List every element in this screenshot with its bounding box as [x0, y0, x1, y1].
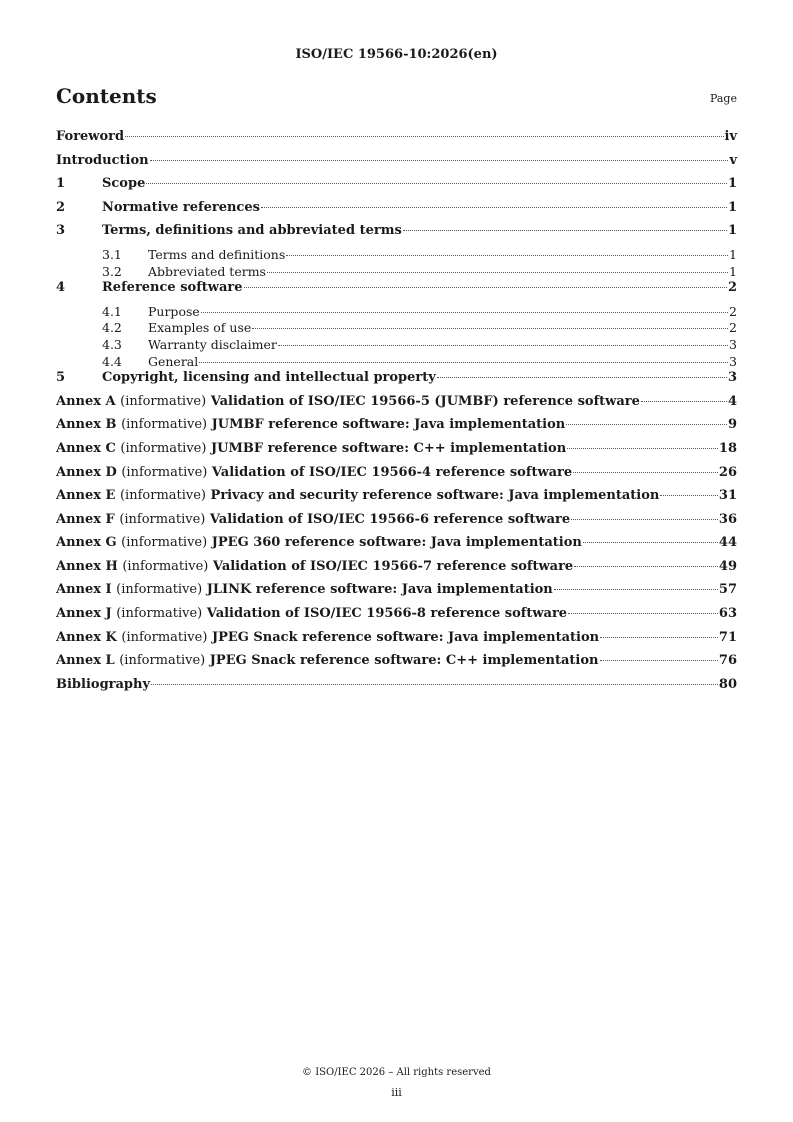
toc-entry-number: 2 — [56, 199, 66, 215]
toc-entry-label — [56, 535, 582, 550]
annex-title: Privacy and security reference software: Java implementation — [210, 488, 660, 504]
dot-leader — [571, 519, 718, 520]
toc-entry-page: 9 — [727, 417, 737, 433]
toc-entry[interactable] — [56, 653, 737, 677]
dot-leader — [660, 495, 718, 496]
toc-entry[interactable] — [56, 559, 737, 583]
toc-entry-page: 2 — [727, 280, 737, 296]
toc-entry-page: 3 — [729, 353, 737, 369]
toc-entry-page: 80 — [718, 676, 737, 692]
annex-title: JPEG Snack reference software: Java implementation — [211, 629, 600, 645]
dot-leader — [252, 328, 728, 329]
toc-entry-number: 4.1 — [102, 303, 122, 319]
toc-entry-page: 1 — [729, 246, 737, 262]
dot-leader — [286, 255, 728, 256]
dot-leader — [146, 183, 727, 184]
dot-leader — [151, 684, 718, 685]
contents-title: Contents — [56, 84, 157, 108]
toc-entry[interactable] — [56, 370, 737, 394]
toc-entry-label — [56, 559, 573, 574]
toc-entry-page: 44 — [718, 535, 737, 551]
toc-entry[interactable] — [56, 264, 737, 281]
annex-qualifier: (informative) — [122, 558, 209, 574]
toc-entry[interactable] — [56, 441, 737, 465]
toc-entry[interactable] — [56, 394, 737, 418]
toc-entry-page: v — [729, 152, 737, 168]
toc-entry[interactable] — [56, 337, 737, 354]
toc-entry-number: 4.3 — [102, 336, 122, 352]
dot-leader — [437, 377, 727, 378]
document-id-header: ISO/IEC 19566-10:2026(en) — [295, 47, 498, 62]
annex-title: Validation of ISO/IEC 19566-7 reference software — [212, 558, 574, 574]
toc-entry[interactable] — [56, 153, 737, 177]
annex-id: Annex E — [56, 488, 116, 504]
annex-title: Validation of ISO/IEC 19566-4 reference software — [211, 464, 573, 480]
toc-entry-label — [56, 512, 570, 527]
toc-entry-page: 57 — [718, 582, 737, 598]
dot-leader — [244, 287, 727, 288]
toc-entry-label — [56, 417, 565, 432]
toc-entry-label: Abbreviated terms — [148, 263, 266, 279]
dot-leader — [261, 207, 727, 208]
toc-entry-label — [56, 653, 599, 668]
annex-id: Annex F — [56, 511, 115, 527]
toc-entry[interactable] — [56, 304, 737, 321]
dot-leader — [199, 362, 728, 363]
toc-entry-label: Terms, definitions and abbreviated terms — [102, 223, 402, 239]
toc-entry-label: Scope — [102, 176, 146, 192]
dot-leader — [600, 637, 718, 638]
toc-entry-label: Examples of use — [148, 320, 252, 336]
toc-entry-label: Terms and definitions — [148, 246, 286, 262]
annex-id: Annex K — [56, 629, 117, 645]
toc-entry-label — [56, 582, 553, 597]
toc-entry-number: 5 — [56, 370, 66, 386]
toc-entry[interactable] — [56, 417, 737, 441]
toc-entry-page: 1 — [729, 263, 737, 279]
contents-heading-row — [56, 84, 737, 110]
toc-entry-number: 4.2 — [102, 320, 122, 336]
toc-entry-page: 4 — [727, 393, 737, 409]
toc-entry-page: 1 — [727, 176, 737, 192]
dot-leader — [600, 660, 718, 661]
annex-title: JPEG Snack reference software: C++ implementation — [209, 653, 599, 669]
annex-qualifier: (informative) — [121, 464, 208, 480]
toc-entry-label: Foreword — [56, 129, 125, 144]
toc-entry[interactable] — [56, 280, 737, 304]
annex-qualifier: (informative) — [121, 417, 208, 433]
toc-entry[interactable] — [56, 582, 737, 606]
toc-entry-label — [56, 488, 659, 503]
toc-entry-label: Bibliography — [56, 676, 151, 692]
toc-entry-number: 3 — [56, 223, 66, 239]
dot-leader — [583, 542, 718, 543]
annex-id: Annex G — [56, 535, 117, 551]
toc-entry-page: iv — [724, 129, 737, 144]
annex-title: JLINK reference software: Java implementation — [206, 582, 553, 598]
toc-entry[interactable] — [56, 320, 737, 337]
toc-entry-number: 3.1 — [102, 246, 122, 262]
toc-entry[interactable] — [56, 176, 737, 200]
toc-entry-page: 49 — [718, 558, 737, 574]
annex-title: Validation of ISO/IEC 19566-8 reference software — [206, 606, 568, 622]
toc-entry-label — [56, 441, 566, 456]
toc-entry-page: 76 — [718, 653, 737, 669]
toc-entry-label: Warranty disclaimer — [148, 336, 277, 352]
toc-entry-label — [56, 465, 572, 480]
annex-qualifier: (informative) — [120, 393, 207, 409]
toc-entry[interactable] — [56, 223, 737, 247]
toc-entry-label: General — [148, 353, 199, 369]
toc-entry-page: 1 — [727, 223, 737, 239]
annex-title: JPEG 360 reference software: Java implementation — [211, 535, 582, 551]
dot-leader — [150, 160, 729, 161]
annex-id: Annex I — [56, 582, 112, 598]
toc-entry-page: 31 — [718, 488, 737, 504]
annex-qualifier: (informative) — [121, 629, 208, 645]
table-of-contents — [56, 129, 737, 700]
dot-leader — [573, 472, 718, 473]
annex-title: Validation of ISO/IEC 19566-5 (JUMBF) reference software — [210, 393, 640, 409]
toc-entry-label: Copyright, licensing and intellectual property — [102, 370, 436, 386]
dot-leader — [125, 136, 723, 137]
toc-entry-page: 3 — [727, 370, 737, 386]
toc-entry[interactable] — [56, 129, 737, 153]
toc-entry-label: Reference software — [102, 280, 243, 296]
toc-entry-number: 4 — [56, 280, 66, 296]
toc-entry[interactable] — [56, 200, 737, 224]
toc-entry-label: Normative references — [102, 199, 260, 215]
annex-title: Validation of ISO/IEC 19566-6 reference software — [209, 511, 571, 527]
toc-entry[interactable] — [56, 465, 737, 489]
toc-entry[interactable] — [56, 535, 737, 559]
toc-entry[interactable] — [56, 488, 737, 512]
annex-id: Annex H — [56, 558, 118, 574]
toc-entry[interactable] — [56, 677, 737, 701]
annex-qualifier: (informative) — [116, 582, 203, 598]
dot-leader — [278, 345, 728, 346]
dot-leader — [641, 401, 727, 402]
toc-entry-page: 18 — [718, 440, 737, 456]
toc-entry[interactable] — [56, 354, 737, 371]
toc-entry-label — [56, 606, 567, 621]
toc-entry-page: 2 — [729, 320, 737, 336]
dot-leader — [403, 230, 727, 231]
copyright-footer: © ISO/IEC 2026 – All rights reserved — [302, 1067, 491, 1078]
annex-id: Annex L — [56, 653, 115, 669]
annex-title: JUMBF reference software: Java implementation — [211, 417, 566, 433]
toc-entry[interactable] — [56, 606, 737, 630]
toc-entry-page: 63 — [718, 606, 737, 622]
annex-qualifier: (informative) — [121, 535, 208, 551]
annex-qualifier: (informative) — [119, 488, 207, 504]
toc-entry-number: 1 — [56, 176, 66, 192]
annex-id: Annex C — [56, 440, 116, 456]
annex-qualifier: (informative) — [119, 511, 206, 527]
toc-entry-page: 36 — [718, 511, 737, 527]
toc-entry-label: Purpose — [148, 303, 200, 319]
toc-entry-page: 26 — [718, 464, 737, 480]
page-column-label: Page — [709, 92, 737, 105]
toc-entry-page: 2 — [729, 303, 737, 319]
annex-title: JUMBF reference software: C++ implementation — [210, 440, 567, 456]
dot-leader — [568, 613, 718, 614]
toc-entry-label: Introduction — [56, 152, 149, 168]
toc-entry-number: 3.2 — [102, 263, 122, 279]
toc-entry[interactable] — [56, 630, 737, 654]
annex-id: Annex D — [56, 464, 117, 480]
dot-leader — [267, 272, 728, 273]
dot-leader — [566, 424, 727, 425]
annex-qualifier: (informative) — [120, 440, 207, 456]
toc-entry-page: 71 — [718, 629, 737, 645]
dot-leader — [574, 566, 718, 567]
annex-id: Annex B — [56, 417, 117, 433]
toc-entry[interactable] — [56, 247, 737, 264]
toc-entry-number: 4.4 — [102, 353, 122, 369]
toc-entry-page: 1 — [727, 199, 737, 215]
annex-qualifier: (informative) — [116, 606, 203, 622]
annex-id: Annex J — [56, 606, 112, 622]
annex-qualifier: (informative) — [119, 653, 206, 669]
toc-entry[interactable] — [56, 512, 737, 536]
page-number: iii — [391, 1086, 402, 1099]
toc-entry-label — [56, 630, 599, 645]
dot-leader — [567, 448, 718, 449]
dot-leader — [554, 589, 718, 590]
toc-entry-label — [56, 394, 640, 409]
dot-leader — [201, 312, 728, 313]
annex-id: Annex A — [56, 393, 116, 409]
toc-entry-page: 3 — [729, 336, 737, 352]
